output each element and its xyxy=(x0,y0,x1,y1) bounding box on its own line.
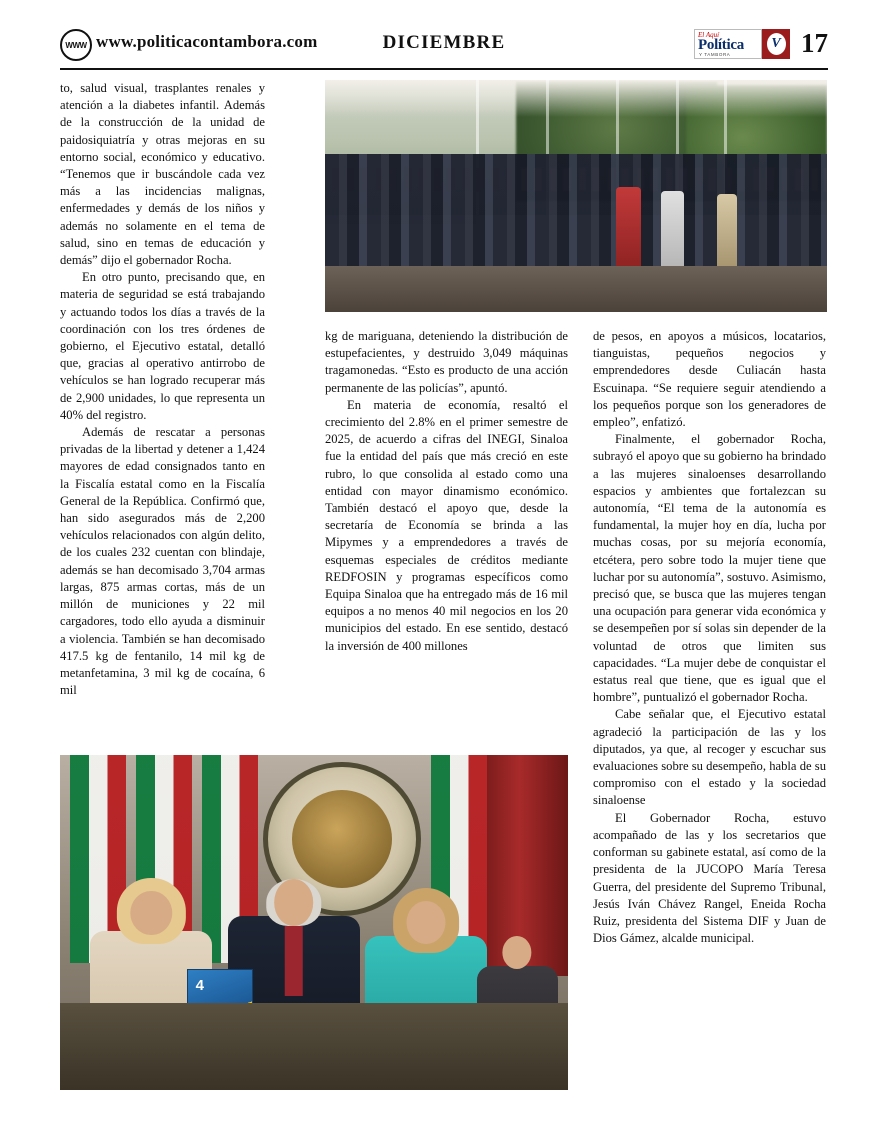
paragraph: El Gobernador Rocha, estuvo acompañado de las y los secretarios que conforman su gabinete estatal, así como de la presidenta de la JUCOPO María Teresa Guerra, del presidente del Supremo Tribunal, Jesús Iván Chávez Rangel, Eneida Rocha Ruiz, presidenta del Sistema DIF y Juan de Dios Gámez, alcalde municipal. xyxy=(593,810,826,946)
photo-person-white-dress xyxy=(661,191,684,270)
page-number: 17 xyxy=(801,28,828,58)
www-icon: WWW xyxy=(60,29,92,61)
photo-person-governor-tie xyxy=(284,926,302,996)
photo-person-red-dress xyxy=(616,187,641,271)
paragraph: Cabe señalar que, el Ejecutivo estatal agradeció la participación de las y los diputados, ya que, al recoger y escuchar sus evaluaciones sobre su desempeño, habla de su compromiso con el estado y la sociedad sinaloense xyxy=(593,707,826,808)
photo-crowd xyxy=(325,154,827,275)
paragraph: to, salud visual, trasplantes renales y atención a la diabetes infantil. Además de la construcción de la unidad de paidosiquiatría y otras mejoras en su entorno social, económico y educativo. “Tenemos que ir buscándole cada vez más a las incidencias malignas, enfermedades y demás de los niños y además no solamente en el tema de salud, sino en temas de educación y demás” dijo el gobernador Rocha. xyxy=(60,81,265,268)
photo-person-governor-head xyxy=(274,879,314,926)
logo-mark-letter: V xyxy=(767,33,786,55)
header-divider xyxy=(60,68,828,70)
paragraph: En materia de economía, resaltó el crecimiento del 2.8% en el primer semestre de 2025, de acuerdo a cifras del INEGI, Sinaloa fue la entidad del país que más creció en este rubro, lo que consolida al estado como una entidad con mayor dinamismo económico. También destacó el apoyo que, desde la secretaría de Economía se brinda a las Mipymes y a emprendedores a través de esquemas especiales de créditos mediante REDFOSIN y programas específicos como Equipa Sinaloa que ha entregado más de 16 mil equipos a no menos 40 mil negocios en los 20 municipios del estado. En ese sentido, destacó la inversión de 400 millones xyxy=(325,397,568,653)
photo-foreground-podium xyxy=(60,1003,568,1090)
article-column-3 xyxy=(593,328,826,947)
photo-person-beige-dress xyxy=(717,194,737,268)
photo-floor xyxy=(325,266,827,312)
logo-politica-text: Política xyxy=(698,37,744,53)
paragraph: Además de rescatar a personas privadas de la libertad y detener a 1,424 mayores de edad consignados tanto en la Fiscalía estatal como en la Fiscalía General de la República. Confirmó que, han sido asegurados más de 2,200 vehículos relacionados con algún delito, de los cuales 232 cuentan con blindaje, además se han decomisado 3,704 armas largas, 875 armas cortas, más de un millón de municiones y 22 mil cargadores, todo ello ayuda a disminuir a violencia. También se han decomisado 417.5 kg de fentanilo, 14 mil kg de metanfetamina, 3 mil kg de cocaína, 6 mil xyxy=(60,425,265,698)
site-url[interactable]: www.politicacontambora.com xyxy=(96,32,318,51)
paragraph: Finalmente, el gobernador Rocha, subrayó el apoyo que su gobierno ha brindado a las mujeres sinaloenses desarrollando espacios y ambientes que fortalezcan su autonomía, “El tema de la autonomía es fundamental, la mujer hoy en día, lucha por muchas cosas, por su mejoría economía, etcétera, pero sobre todo la mujer tiene que luchar por su autonomía”, sostuvo. Asimismo, precisó que, se busca que las mujeres tengan una ocupación para generar vida económica y se desempeñen por sí solas sin depender de la voluntad de otros que limiten sus capacidades. “La mujer debe de conquistar el estatus real que tiene, que es igual que el hombre”, puntualizó el gobernador Rocha. xyxy=(593,432,826,705)
photo-report-book-number: 4 xyxy=(195,977,205,995)
publication-logo xyxy=(694,29,790,59)
article-column-2 xyxy=(325,328,568,655)
paragraph: de pesos, en apoyos a músicos, locatarios, tianguistas, pequeños negocios y emprendedores desde Culiacán hasta Escuinapa. “Se requiere seguir atendiendo a los pequeños porque son los generadores de empleo”, enfatizó. xyxy=(593,329,826,430)
logo-mark-badge xyxy=(762,29,790,59)
photo-person-4-head xyxy=(503,936,532,970)
photo-governor-with-women xyxy=(60,755,568,1090)
logo-aqui-text: El Aquí xyxy=(698,31,720,39)
issue-month: DICIEMBRE xyxy=(382,32,506,53)
paragraph: En otro punto, precisando que, en materia de seguridad se está trabajando y actuando todos los días a través de la coordinación con los tres órdenes de gobierno, el Ejecutivo estatal, detalló que, gracias al operativo antirrobo de vehículos se han logrado recuperar más de 2,900 unidades, lo que representa un 40% del registro. xyxy=(60,270,265,422)
logo-wordmark xyxy=(694,29,762,59)
article-column-1 xyxy=(60,80,265,699)
photo-person-3-head xyxy=(406,901,445,944)
page-header xyxy=(60,28,828,70)
logo-subtitle-text: Y TAMBORA xyxy=(699,52,731,57)
paragraph: kg de mariguana, deteniendo la distribución de estupefacientes, y destruido 3,049 máquinas tragamonedas. “Esto es producto de una acción permanente de las policías”, apuntó. xyxy=(325,329,568,395)
photo-group-officials xyxy=(325,80,827,312)
